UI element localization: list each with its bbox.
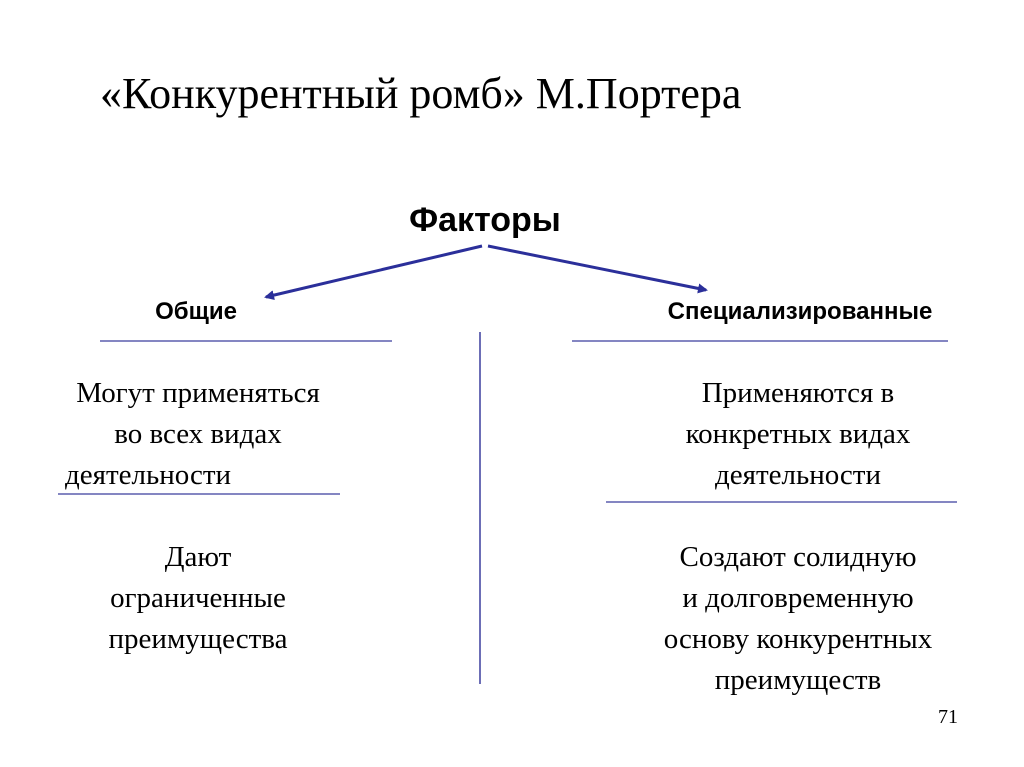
general-factors-heading: Общие — [155, 298, 237, 325]
text-line: Дают — [164, 541, 232, 573]
general-point-applicability — [30, 373, 366, 496]
text-line: преимуществ — [714, 664, 882, 696]
slide-title: «Конкурентный ромб» М.Портера — [100, 69, 742, 118]
text-line: деятельности — [714, 459, 881, 491]
text-line: основу конкурентных — [663, 623, 933, 655]
text-line: преимущества — [108, 623, 288, 655]
specialized-point-advantage — [600, 537, 996, 701]
text-line: Могут применяться — [76, 377, 320, 409]
page-number: 71 — [938, 706, 958, 728]
specialized-factors-heading: Специализированные — [667, 298, 933, 325]
text-line: Применяются в — [701, 377, 895, 409]
specialized-point-applicability — [620, 373, 976, 496]
arrow-to-general — [266, 246, 482, 297]
arrow-to-specialized — [488, 246, 706, 290]
text-line: деятельности — [65, 459, 232, 491]
factors-root-label: Факторы — [409, 201, 561, 239]
text-line: ограниченные — [110, 582, 286, 614]
text-line: конкретных видах — [685, 418, 911, 450]
general-point-advantage — [30, 537, 366, 660]
text-line: во всех видах — [114, 418, 282, 450]
text-line: Создают солидную — [679, 541, 917, 573]
text-line: и долговременную — [682, 582, 914, 614]
